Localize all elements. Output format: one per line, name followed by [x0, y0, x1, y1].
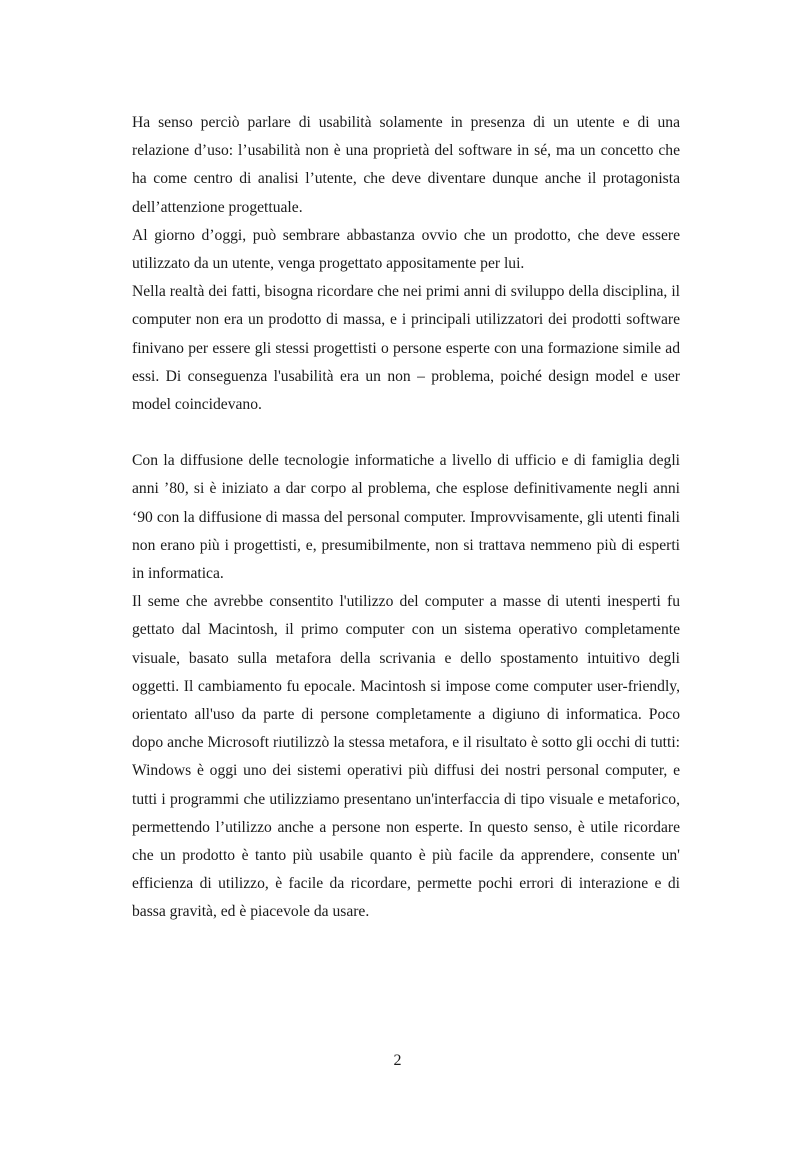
paragraph-early-years: Nella realtà dei fatti, bisogna ricordare che nei primi anni di sviluppo della disciplina, il computer non era un prodotto di massa, e i principali utilizzatori dei prodotti software finivano per essere gli stessi progettisti o persone esperte con una formazione simile ad essi. Di conseguenza l'usabilità era un non – problema, poiché design model e user model coincidevano.	[132, 283, 680, 414]
paragraph-macintosh: Il seme che avrebbe consentito l'utilizzo del computer a masse di utenti inesperti fu gettato dal Macintosh, il primo computer con un sistema operativo completamente visuale, basato sulla metafora della scrivania e dello spostamento intuitivo degli oggetti. Il cambiamento fu epocale. Macintosh si impose come computer user-friendly, orientato all'uso da parte di persone completamente a digiuno di informatica. Poco dopo anche Microsoft riutilizzò la stessa metafora, e il risultato è sotto gli occhi di tutti: Windows è oggi uno dei sistemi operativi più diffusi dei nostri personal computer, e tutti i programmi che utilizziamo presentano un'interfaccia di tipo visuale e metaforico, permettendo l’utilizzo anche a persone non esperte. In questo senso, è utile ricordare che un prodotto è tanto più usabile quanto è più facile da apprendere, consente un' efficienza di utilizzo, è facile da ricordare, permette pochi errori di interazione e di bassa gravità, ed è piacevole da usare.	[132, 593, 680, 921]
paragraph-gap	[132, 419, 680, 447]
paragraph-usability-user: Ha senso perciò parlare di usabilità solamente in presenza di un utente e di una relazione d’uso: l’usabilità non è una proprietà del software in sé, ma un concetto che ha come centro di analisi l’utente, che deve diventare dunque anche il protagonista dell’attenzione progettuale.	[132, 114, 680, 216]
paragraph-diffusion: Con la diffusione delle tecnologie informatiche a livello di ufficio e di famiglia degli anni ’80, si è iniziato a dar corpo al problema, che esplose definitivamente negli anni ‘90 con la diffusione di massa del personal computer. Improvvisamente, gli utenti finali non erano più i progettisti, e, presumibilmente, non si trattava nemmeno più di esperti in informatica.	[132, 452, 680, 583]
page-number: 2	[393, 1052, 402, 1069]
paragraph-product-design: Al giorno d’oggi, può sembrare abbastanza ovvio che un prodotto, che deve essere utilizzato da un utente, venga progettato appositamente per lui.	[132, 226, 680, 273]
body-text	[132, 109, 680, 927]
